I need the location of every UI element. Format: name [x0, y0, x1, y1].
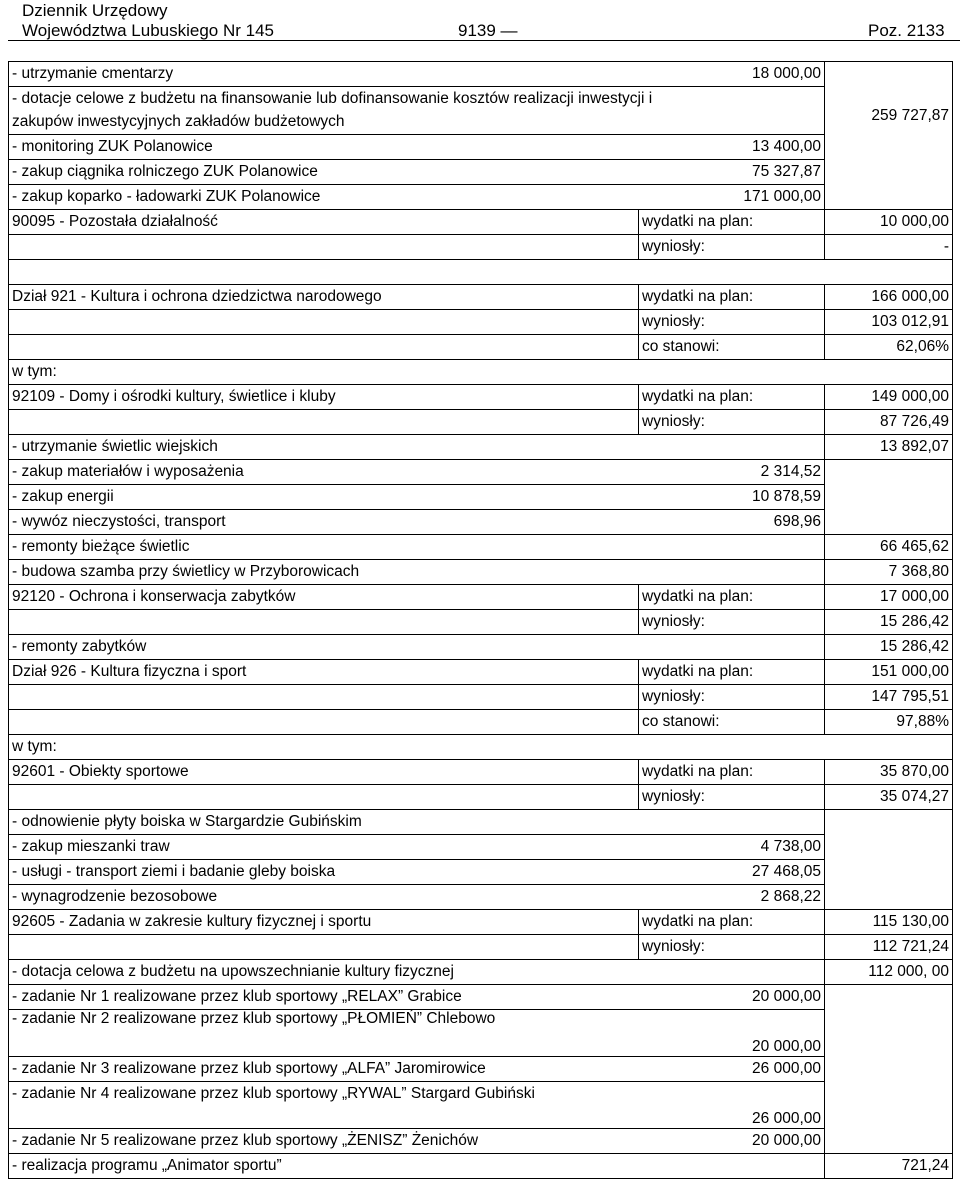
row-total: 17 000,00: [825, 585, 953, 610]
journal-title: Dziennik Urzędowy: [22, 1, 168, 20]
row-desc: - dotacja celowa z budżetu na upowszechnianie kultury fizycznej: [9, 960, 825, 985]
header-divider: [8, 40, 960, 41]
table-row: [9, 810, 953, 835]
row-desc: - remonty zabytków: [9, 635, 825, 660]
row-total: 151 000,00: [825, 660, 953, 685]
spacer-row: [9, 260, 953, 285]
table-row: [9, 535, 953, 560]
row-total: 62,06%: [825, 335, 953, 360]
row-desc: [9, 335, 639, 360]
row-total: 103 012,91: [825, 310, 953, 335]
table-row: [9, 1082, 953, 1129]
row-label: wydatki na plan:: [639, 760, 825, 785]
row-desc: - zadanie Nr 3 realizowane przez klub sportowy „ALFA” Jaromirowice: [9, 1057, 639, 1082]
row-amount: 18 000,00: [639, 62, 825, 87]
page-number: 9139 —: [458, 21, 518, 40]
table-row: [9, 860, 953, 885]
row-desc: - utrzymanie cmentarzy: [9, 62, 639, 87]
position-number: Poz. 2133: [868, 21, 945, 40]
table-row: [9, 660, 953, 685]
row-desc: w tym:: [9, 360, 953, 385]
row-total: 15 286,42: [825, 610, 953, 635]
row-label: wyniosły:: [639, 685, 825, 710]
row-desc: - zadanie Nr 2 realizowane przez klub sportowy „PŁOMIEŃ” Chlebowo: [9, 1010, 639, 1057]
row-total: 721,24: [825, 1154, 953, 1179]
row-desc: - zakup materiałów i wyposażenia: [9, 460, 639, 485]
row-total: 115 130,00: [825, 910, 953, 935]
table-row: [9, 235, 953, 260]
table-row: [9, 335, 953, 360]
row-desc: Dział 921 - Kultura i ochrona dziedzictwa narodowego: [9, 285, 639, 310]
row-desc: - dotacje celowe z budżetu na finansowanie lub dofinansowanie kosztów realizacji inwestycji i zakupów inwestycyjnych zakładów budżetowych: [9, 87, 825, 135]
row-label: wyniosły:: [639, 785, 825, 810]
row-desc: 92605 - Zadania w zakresie kultury fizycznej i sportu: [9, 910, 639, 935]
row-total: 166 000,00: [825, 285, 953, 310]
table-row: [9, 985, 953, 1010]
row-label: wyniosły:: [639, 610, 825, 635]
row-amount: 2 314,52: [639, 460, 825, 485]
row-amount: 10 878,59: [639, 485, 825, 510]
row-desc: 92109 - Domy i ośrodki kultury, świetlice i kluby: [9, 385, 639, 410]
table-row: [9, 510, 953, 535]
row-total: -: [825, 235, 953, 260]
row-desc: - zakup energii: [9, 485, 639, 510]
row-desc: 92120 - Ochrona i konserwacja zabytków: [9, 585, 639, 610]
table-row: [9, 635, 953, 660]
row-amount: 2 868,22: [639, 885, 825, 910]
row-desc: [9, 610, 639, 635]
row-label: wydatki na plan:: [639, 385, 825, 410]
row-desc: - monitoring ZUK Polanowice: [9, 135, 639, 160]
row-amount: 4 738,00: [639, 835, 825, 860]
row-total: 112 000, 00: [825, 960, 953, 985]
row-desc: w tym:: [9, 735, 953, 760]
row-desc: - budowa szamba przy świetlicy w Przyborowicach: [9, 560, 825, 585]
document-header: [0, 0, 960, 48]
row-total: 147 795,51: [825, 685, 953, 710]
row-desc: - wynagrodzenie bezosobowe: [9, 885, 639, 910]
row-desc: - zadanie Nr 1 realizowane przez klub sportowy „RELAX” Grabice: [9, 985, 639, 1010]
row-desc: 90095 - Pozostała działalność: [9, 210, 639, 235]
row-desc: - zadanie Nr 5 realizowane przez klub sportowy „ŻENISZ” Żenichów: [9, 1129, 639, 1154]
table-row: [9, 360, 953, 385]
row-label: wydatki na plan:: [639, 660, 825, 685]
row-desc: - zakup ciągnika rolniczego ZUK Polanowice: [9, 160, 639, 185]
row-desc: 92601 - Obiekty sportowe: [9, 760, 639, 785]
row-desc: [9, 935, 639, 960]
row-amount: 75 327,87: [639, 160, 825, 185]
row-total: 149 000,00: [825, 385, 953, 410]
row-label: wyniosły:: [639, 310, 825, 335]
row-label: wyniosły:: [639, 410, 825, 435]
table-row: [9, 585, 953, 610]
row-total: 87 726,49: [825, 410, 953, 435]
table-row: [9, 560, 953, 585]
row-amount: 20 000,00: [639, 1010, 825, 1057]
row-desc: - remonty bieżące świetlic: [9, 535, 825, 560]
table-row: [9, 910, 953, 935]
row-amount: 20 000,00: [639, 985, 825, 1010]
row-label: wydatki na plan:: [639, 285, 825, 310]
row-label: co stanowi:: [639, 710, 825, 735]
table-row: [9, 310, 953, 335]
row-desc: - realizacja programu „Animator sportu”: [9, 1154, 825, 1179]
table-row: [9, 1154, 953, 1179]
table-row: [9, 760, 953, 785]
row-amount: 26 000,00: [639, 1057, 825, 1082]
row-total: 66 465,62: [825, 535, 953, 560]
table-row: [9, 960, 953, 985]
table-row: [9, 685, 953, 710]
row-desc: Dział 926 - Kultura fizyczna i sport: [9, 660, 639, 685]
row-desc: - utrzymanie świetlic wiejskich: [9, 435, 825, 460]
row-total: 35 074,27: [825, 785, 953, 810]
row-desc: [9, 710, 639, 735]
row-total: 15 286,42: [825, 635, 953, 660]
row-amount: 26 000,00: [639, 1082, 825, 1129]
table-row: [9, 460, 953, 485]
journal-subtitle: Województwa Lubuskiego Nr 145: [22, 21, 274, 40]
row-label: wydatki na plan:: [639, 585, 825, 610]
row-total: 35 870,00: [825, 760, 953, 785]
table-row: [9, 87, 953, 135]
table-row: [9, 285, 953, 310]
row-label: wyniosły:: [639, 935, 825, 960]
row-desc: [9, 310, 639, 335]
table-row: [9, 835, 953, 860]
table-row: [9, 935, 953, 960]
row-desc: - wywóz nieczystości, transport: [9, 510, 639, 535]
table-row: [9, 885, 953, 910]
row-total: 112 721,24: [825, 935, 953, 960]
table-row: [9, 735, 953, 760]
row-label: wydatki na plan:: [639, 910, 825, 935]
row-label: co stanowi:: [639, 335, 825, 360]
row-desc: [9, 235, 639, 260]
table-row: [9, 1129, 953, 1154]
row-amount: 13 400,00: [639, 135, 825, 160]
row-total: 7 368,80: [825, 560, 953, 585]
row-label: wydatki na plan:: [639, 210, 825, 235]
row-amount: 698,96: [639, 510, 825, 535]
table-row: [9, 785, 953, 810]
row-desc: [9, 410, 639, 435]
row-amount: 20 000,00: [639, 1129, 825, 1154]
row-total: 259 727,87: [825, 62, 953, 210]
table-row: [9, 410, 953, 435]
table-row: [9, 1010, 953, 1057]
row-label: wyniosły:: [639, 235, 825, 260]
table-row: [9, 610, 953, 635]
row-desc: - usługi - transport ziemi i badanie gleby boiska: [9, 860, 639, 885]
row-desc: - zakup mieszanki traw: [9, 835, 639, 860]
row-total: 13 892,07: [825, 435, 953, 460]
table-row: [9, 710, 953, 735]
table-row: [9, 210, 953, 235]
row-desc: - zakup koparko - ładowarki ZUK Polanowice: [9, 185, 639, 210]
table-row: [9, 135, 953, 160]
row-desc: - zadanie Nr 4 realizowane przez klub sportowy „RYWAL” Stargard Gubiński: [9, 1082, 639, 1129]
table-row: [9, 435, 953, 460]
row-amount: 27 468,05: [639, 860, 825, 885]
row-amount: 171 000,00: [639, 185, 825, 210]
row-total: 97,88%: [825, 710, 953, 735]
row-total: 10 000,00: [825, 210, 953, 235]
table-row: [9, 62, 953, 87]
row-desc: [9, 685, 639, 710]
table-row: [9, 485, 953, 510]
table-row: [9, 1057, 953, 1082]
table-row: [9, 385, 953, 410]
table-row: [9, 160, 953, 185]
row-desc: [9, 785, 639, 810]
table-row: [9, 185, 953, 210]
row-desc: - odnowienie płyty boiska w Stargardzie Gubińskim: [9, 810, 825, 835]
expenditure-table: [8, 61, 953, 1179]
